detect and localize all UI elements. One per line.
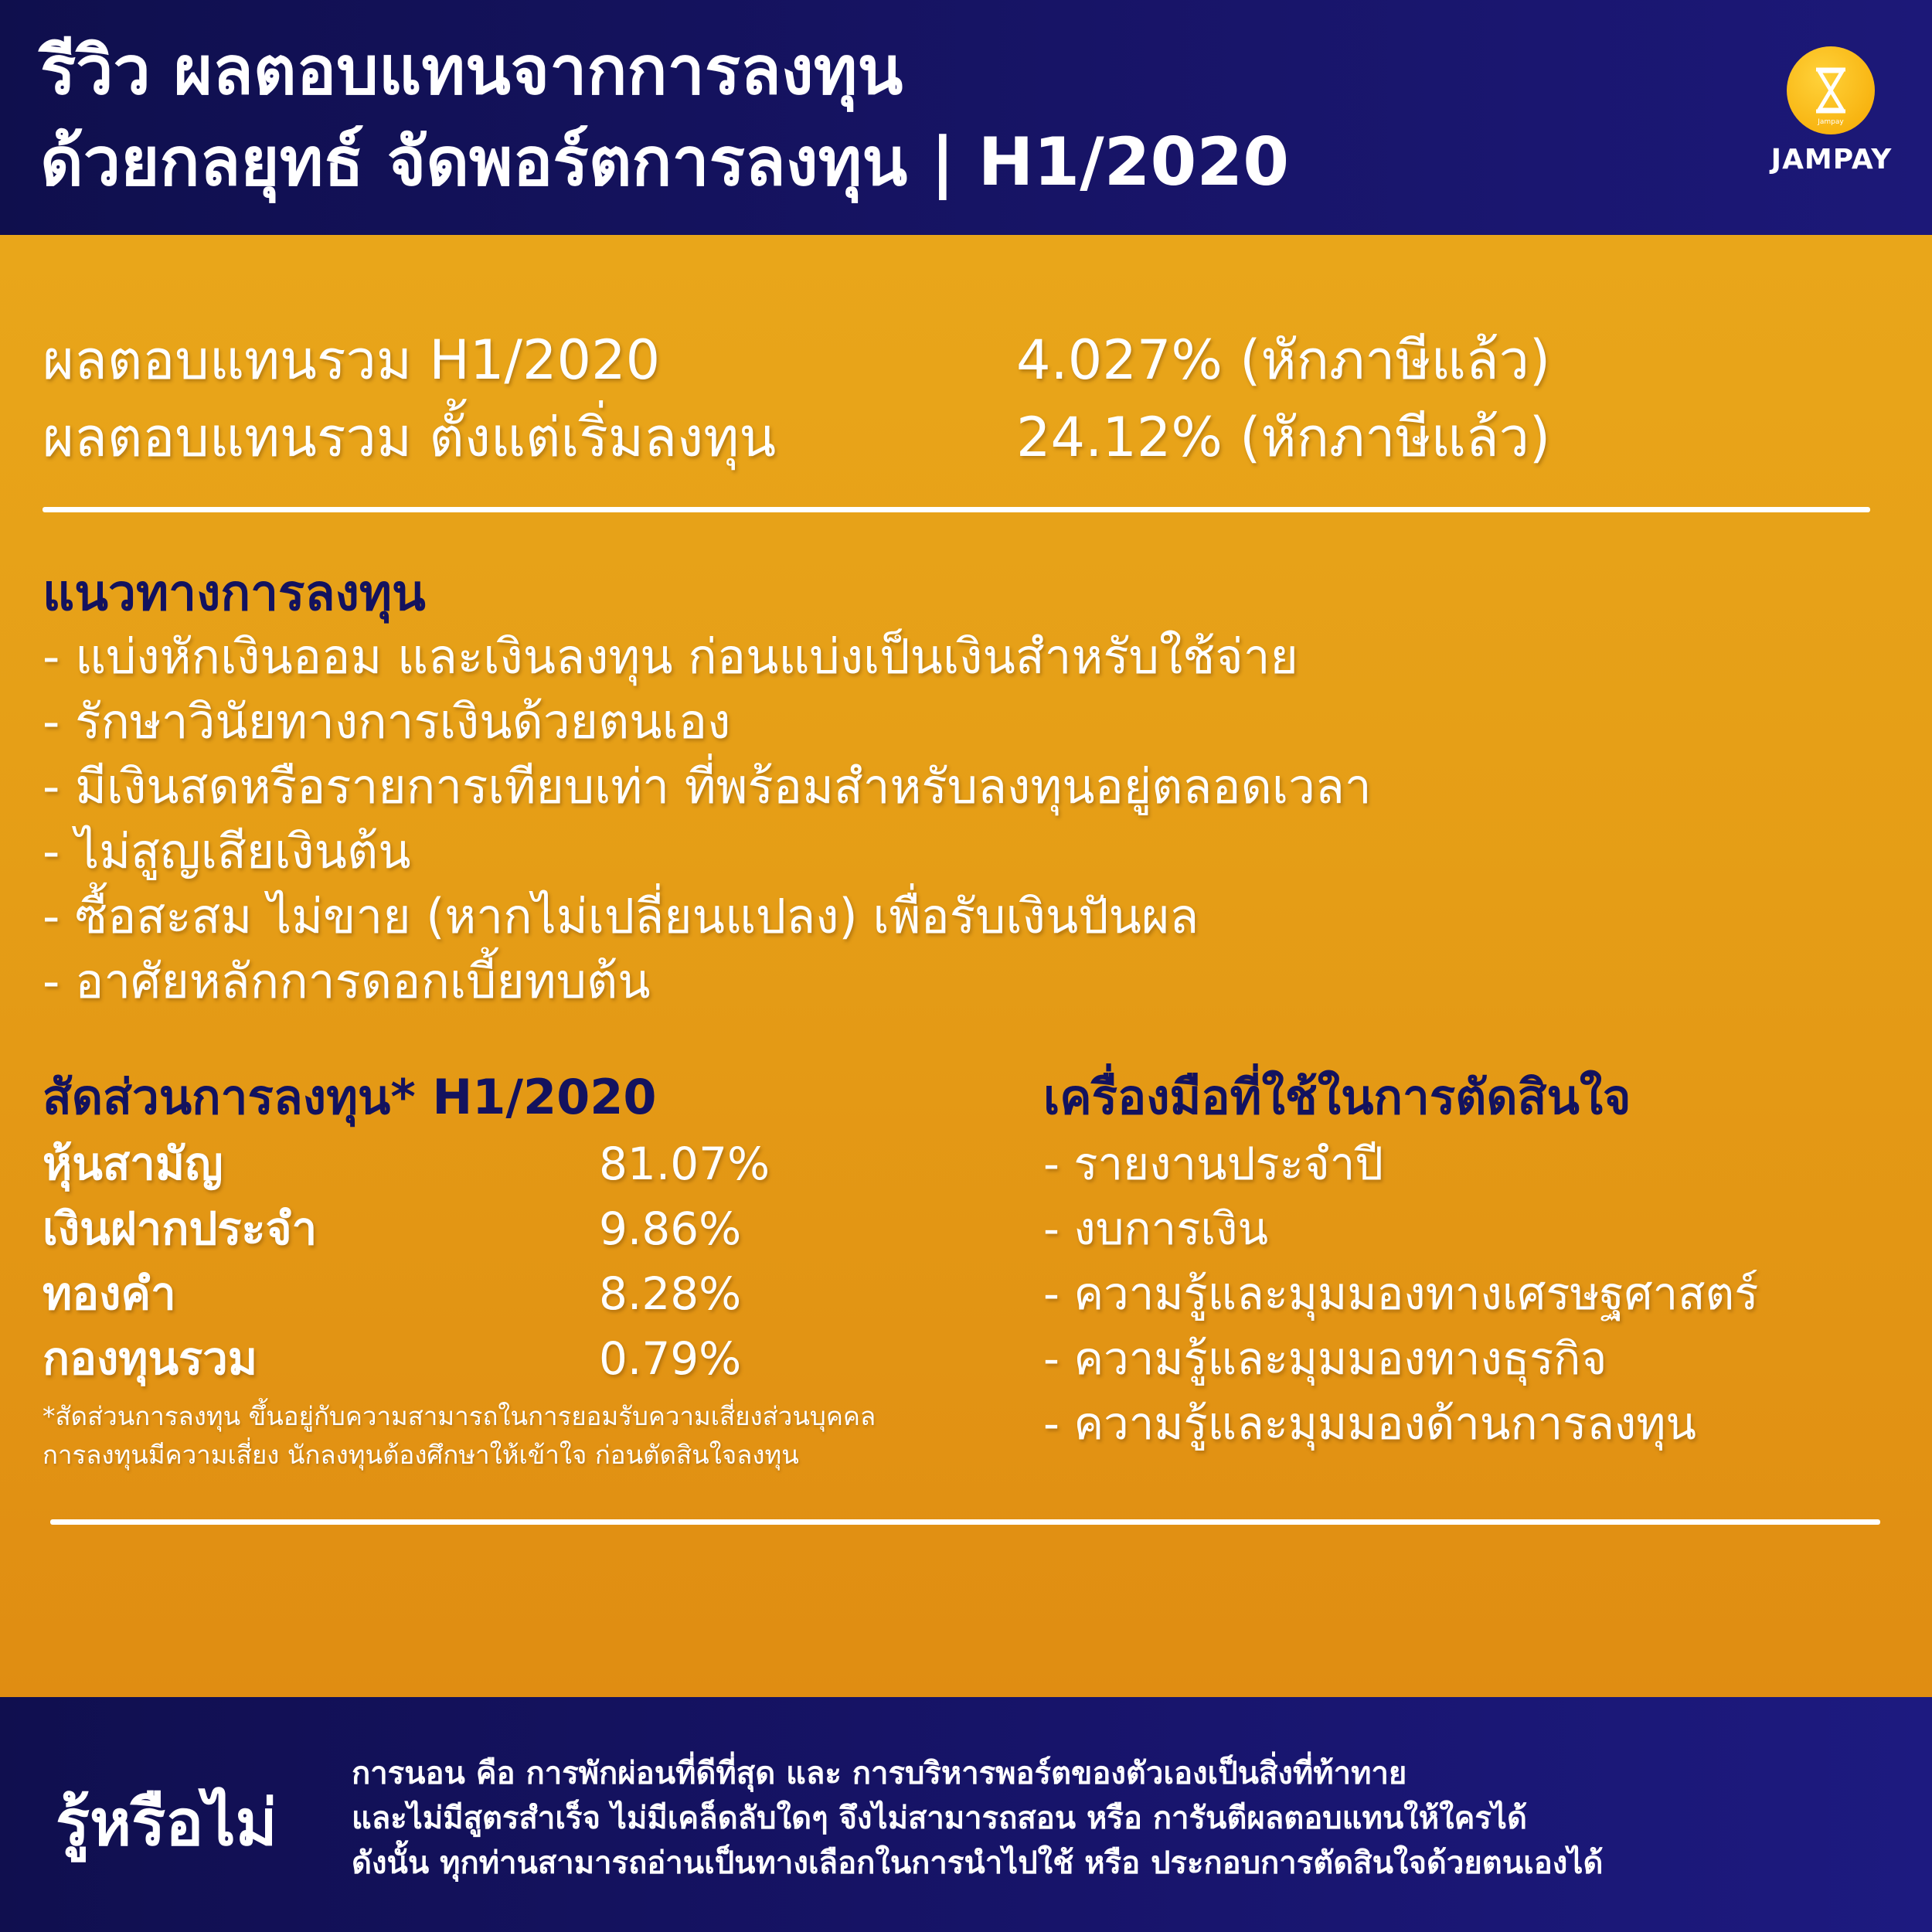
allocation-label: กองทุนรวม — [43, 1332, 258, 1385]
approach-item: - แบ่งหักเงินออม และเงินลงทุน ก่อนแบ่งเป็นเงินสำหรับใช้จ่าย — [43, 628, 1298, 685]
divider-top — [43, 507, 1870, 512]
jampay-logo-icon — [1787, 46, 1875, 134]
tools-item: - ความรู้และมุมมองด้านการลงทุน — [1043, 1397, 1697, 1450]
allocation-footnote-line-2: การลงทุนมีความเสี่ยง นักลงทุนต้องศึกษาให้เข้าใจ ก่อนตัดสินใจลงทุน — [43, 1440, 799, 1470]
page-title-line-2: ด้วยกลยุทธ์ จัดพอร์ตการลงทุน | H1/2020 — [40, 124, 1290, 201]
approach-item: - อาศัยหลักการดอกเบี้ยทบต้น — [43, 953, 651, 1009]
tools-item: - ความรู้และมุมมองทางเศรษฐศาสตร์ — [1043, 1267, 1759, 1320]
footer-text-line: ดังนั้น ทุกท่านสามารถอ่านเป็นทางเลือกในการนำไปใช้ หรือ ประกอบการตัดสินใจด้วยตนเองได้ — [352, 1845, 1604, 1881]
allocation-value: 0.79% — [599, 1332, 742, 1385]
approach-heading: แนวทางการลงทุน — [43, 565, 426, 622]
logo-brand-text: JAMPAY — [1770, 144, 1893, 175]
footer-text-line: การนอน คือ การพักผ่อนที่ดีที่สุด และ การบริหารพอร์ตของตัวเองเป็นสิ่งที่ท้าทาย — [352, 1756, 1407, 1791]
return-total-value: 24.12% (หักภาษีแล้ว) — [1016, 406, 1551, 469]
footer-text-line: และไม่มีสูตรสำเร็จ ไม่มีเคล็ดลับใดๆ จึงไม่สามารถสอน หรือ การันตีผลตอบแทนให้ใครได้ — [352, 1801, 1527, 1836]
approach-item: - มีเงินสดหรือรายการเทียบเท่า ที่พร้อมสำหรับลงทุนอยู่ตลอดเวลา — [43, 758, 1372, 815]
allocation-footnote-line-1: *สัดส่วนการลงทุน ขึ้นอยู่กับความสามารถในการยอมรับความเสี่ยงส่วนบุคคล — [43, 1401, 876, 1431]
logo-small-text: Jampay — [1818, 118, 1844, 126]
allocation-label: เงินฝากประจำ — [43, 1202, 318, 1255]
approach-item: - ซื้อสะสม ไม่ขาย (หากไม่เปลี่ยนแปลง) เพื่อรับเงินปันผล — [43, 888, 1199, 944]
return-h1-label: ผลตอบแทนรวม H1/2020 — [43, 328, 661, 392]
approach-item: - รักษาวินัยทางการเงินด้วยตนเอง — [43, 693, 731, 750]
divider-bottom — [50, 1519, 1880, 1525]
page-title-line-1: รีวิว ผลตอบแทนจากการลงทุน — [40, 32, 903, 110]
hourglass-icon — [1787, 46, 1875, 134]
tools-item: - ความรู้และมุมมองทางธุรกิจ — [1043, 1332, 1607, 1385]
approach-item: - ไม่สูญเสียเงินต้น — [43, 823, 411, 879]
allocation-value: 81.07% — [599, 1138, 770, 1190]
footer-title: รู้หรือไม่ — [56, 1787, 277, 1860]
allocation-value: 9.86% — [599, 1202, 742, 1255]
allocation-label: หุ้นสามัญ — [43, 1138, 223, 1190]
tools-item: - รายงานประจำปี — [1043, 1138, 1384, 1190]
allocation-heading: สัดส่วนการลงทุน* H1/2020 — [43, 1069, 657, 1125]
allocation-value: 8.28% — [599, 1267, 742, 1320]
tools-item: - งบการเงิน — [1043, 1202, 1269, 1255]
return-h1-value: 4.027% (หักภาษีแล้ว) — [1016, 328, 1551, 392]
return-total-label: ผลตอบแทนรวม ตั้งแต่เริ่มลงทุน — [43, 406, 777, 469]
allocation-label: ทองคำ — [43, 1267, 176, 1320]
tools-heading: เครื่องมือที่ใช้ในการตัดสินใจ — [1043, 1069, 1631, 1125]
